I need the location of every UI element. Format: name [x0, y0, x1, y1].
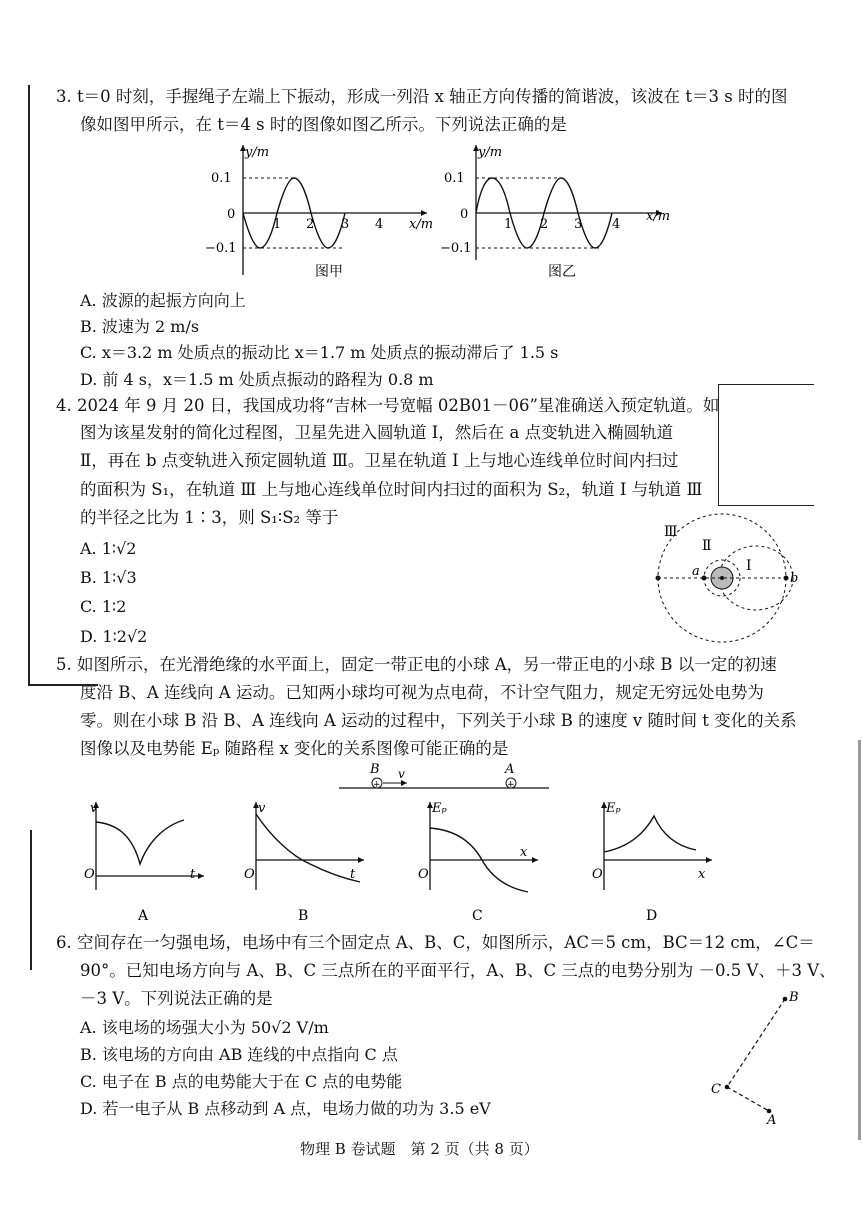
svg-text:1: 1 [504, 217, 513, 232]
page-footer: 物理 B 卷试题 第 2 页（共 8 页） [300, 1140, 539, 1158]
svg-text:x: x [520, 845, 528, 860]
svg-text:1: 1 [273, 217, 282, 232]
svg-text:Ⅰ: Ⅰ [746, 558, 752, 574]
svg-text:x/m: x/m [646, 209, 671, 224]
q4-option-c: C. 1∶2 [80, 597, 127, 616]
svg-text:0: 0 [460, 207, 469, 222]
wave-graph-a [205, 140, 445, 280]
svg-text:O: O [244, 867, 255, 882]
q5-graph-a [82, 798, 212, 928]
svg-text:4: 4 [375, 217, 384, 232]
q6-option-c: C. 电子在 B 点的电势能大于在 C 点的电势能 [80, 1072, 403, 1091]
q5-graph-d [590, 798, 720, 928]
svg-text:+: + [373, 780, 381, 790]
q6-option-b: B. 该电场的方向由 AB 连线的中点指向 C 点 [80, 1045, 398, 1064]
wave-graph-b [440, 140, 680, 280]
q4-line1: 4. 2024 年 9 月 20 日，我国成功将“吉林一号宽幅 02B01－06”星准确送入预定轨道。如 [56, 396, 720, 415]
q4-line3: Ⅱ，再在 b 点变轨进入预定圆轨道 Ⅲ。卫星在轨道 Ⅰ 上与地心连线单位时间内扫过 [80, 451, 679, 470]
svg-text:Ⅲ: Ⅲ [664, 524, 678, 540]
left-margin-line [28, 85, 30, 685]
left-margin-line-lower [30, 830, 32, 970]
caption: 图甲 [315, 264, 343, 280]
q3-line2: 像如图甲所示，在 t＝4 s 时的图像如图乙所示。下列说法正确的是 [80, 115, 567, 134]
svg-text:x: x [698, 867, 706, 882]
svg-text:O: O [592, 867, 603, 882]
svg-text:0: 0 [227, 207, 236, 222]
svg-text:0.1: 0.1 [211, 171, 232, 186]
svg-text:Eₚ: Eₚ [432, 801, 447, 816]
q4-option-b: B. 1∶√3 [80, 568, 137, 587]
q4-line4: 的面积为 S₁，在轨道 Ⅲ 上与地心连线单位时间内扫过的面积为 S₂，轨道 Ⅰ 与轨道 Ⅲ [80, 480, 703, 499]
q5-line3: 零。则在小球 B 沿 B、A 连线向 A 运动的过程中，下列关于小球 B 的速度 v 随时间 t 变化的关系 [80, 711, 797, 730]
svg-text:0.1: 0.1 [444, 171, 465, 186]
q4-option-d: D. 1∶2√2 [80, 627, 148, 646]
answer-box [718, 384, 814, 506]
q3-option-b: B. 波速为 2 m/s [80, 317, 200, 336]
svg-text:3: 3 [341, 217, 350, 232]
svg-text:t: t [350, 867, 356, 882]
svg-text:B: B [370, 762, 380, 777]
svg-text:Eₚ: Eₚ [606, 801, 621, 816]
svg-text:x/m: x/m [409, 217, 434, 232]
svg-text:B: B [789, 990, 799, 1005]
y-label: y/m [478, 145, 503, 160]
option-letter: A [138, 908, 149, 924]
q5-graph-c [416, 798, 546, 928]
svg-text:−0.1: −0.1 [205, 241, 237, 256]
svg-text:v: v [398, 767, 405, 781]
q5-line4: 图像以及电势能 Eₚ 随路程 x 变化的关系图像可能正确的是 [80, 739, 509, 758]
svg-text:−0.1: −0.1 [440, 241, 472, 256]
charges-setup [335, 762, 555, 796]
option-letter: D [646, 908, 658, 924]
svg-text:v: v [258, 801, 266, 816]
q6-option-a: A. 该电场的场强大小为 50√2 V/m [80, 1018, 329, 1037]
q6-line3: －3 V。下列说法正确的是 [80, 989, 273, 1008]
option-letter: C [472, 908, 483, 924]
q4-line2: 图为该星发射的简化过程图，卫星先进入圆轨道 Ⅰ，然后在 a 点变轨进入椭圆轨道 [80, 423, 674, 442]
y-label: y/m [245, 145, 270, 160]
svg-text:2: 2 [306, 217, 315, 232]
q6-line2: 90°。已知电场方向与 A、B、C 三点所在的平面平行，A、B、C 三点的电势分别为 －0.5 V、＋3 V、 [80, 961, 836, 980]
right-edge-shadow [858, 740, 861, 1140]
q5-line2: 度沿 B、A 连线向 A 运动。已知两小球均可视为点电荷，不计空气阻力，规定无穷远处电势为 [80, 683, 764, 702]
caption: 图乙 [548, 264, 576, 280]
q6-line1: 6. 空间存在一匀强电场，电场中有三个固定点 A、B、C，如图所示，AC＝5 cm，BC＝12 cm，∠C＝ [56, 933, 815, 952]
q4-line5: 的半径之比为 1∶3，则 S₁∶S₂ 等于 [80, 508, 339, 527]
svg-text:b: b [790, 571, 799, 586]
option-letter: B [298, 908, 309, 924]
triangle-abc [705, 985, 805, 1125]
q4-option-a: A. 1∶√2 [80, 539, 137, 558]
q5-graph-b [242, 798, 372, 928]
svg-text:+: + [507, 780, 515, 790]
svg-text:v: v [90, 801, 98, 816]
svg-text:4: 4 [612, 217, 621, 232]
orbit-diagram [650, 512, 810, 652]
q6-option-d: D. 若一电子从 B 点移动到 A 点，电场力做的功为 3.5 eV [80, 1099, 491, 1118]
svg-text:C: C [711, 1082, 721, 1097]
q3-option-d: D. 前 4 s，x＝1.5 m 处质点振动的路程为 0.8 m [80, 370, 434, 389]
svg-text:A: A [767, 1113, 777, 1125]
svg-text:A: A [505, 762, 515, 777]
svg-text:O: O [418, 867, 429, 882]
svg-text:t: t [190, 867, 196, 882]
svg-text:a: a [692, 564, 700, 579]
q3-option-c: C. x＝3.2 m 处质点的振动比 x＝1.7 m 处质点的振动滞后了 1.5 s [80, 343, 559, 362]
q5-line1: 5. 如图所示，在光滑绝缘的水平面上，固定一带正电的小球 A，另一带正电的小球 B 以一定的初速 [56, 655, 777, 674]
svg-text:3: 3 [574, 217, 583, 232]
svg-text:O: O [84, 867, 95, 882]
q3-line1: 3. t＝0 时刻，手握绳子左端上下振动，形成一列沿 x 轴正方向传播的简谐波，该波在 t＝3 s 时的图 [56, 87, 788, 106]
svg-text:2: 2 [540, 217, 549, 232]
q3-option-a: A. 波源的起振方向向上 [80, 291, 246, 310]
svg-text:Ⅱ: Ⅱ [702, 538, 712, 554]
